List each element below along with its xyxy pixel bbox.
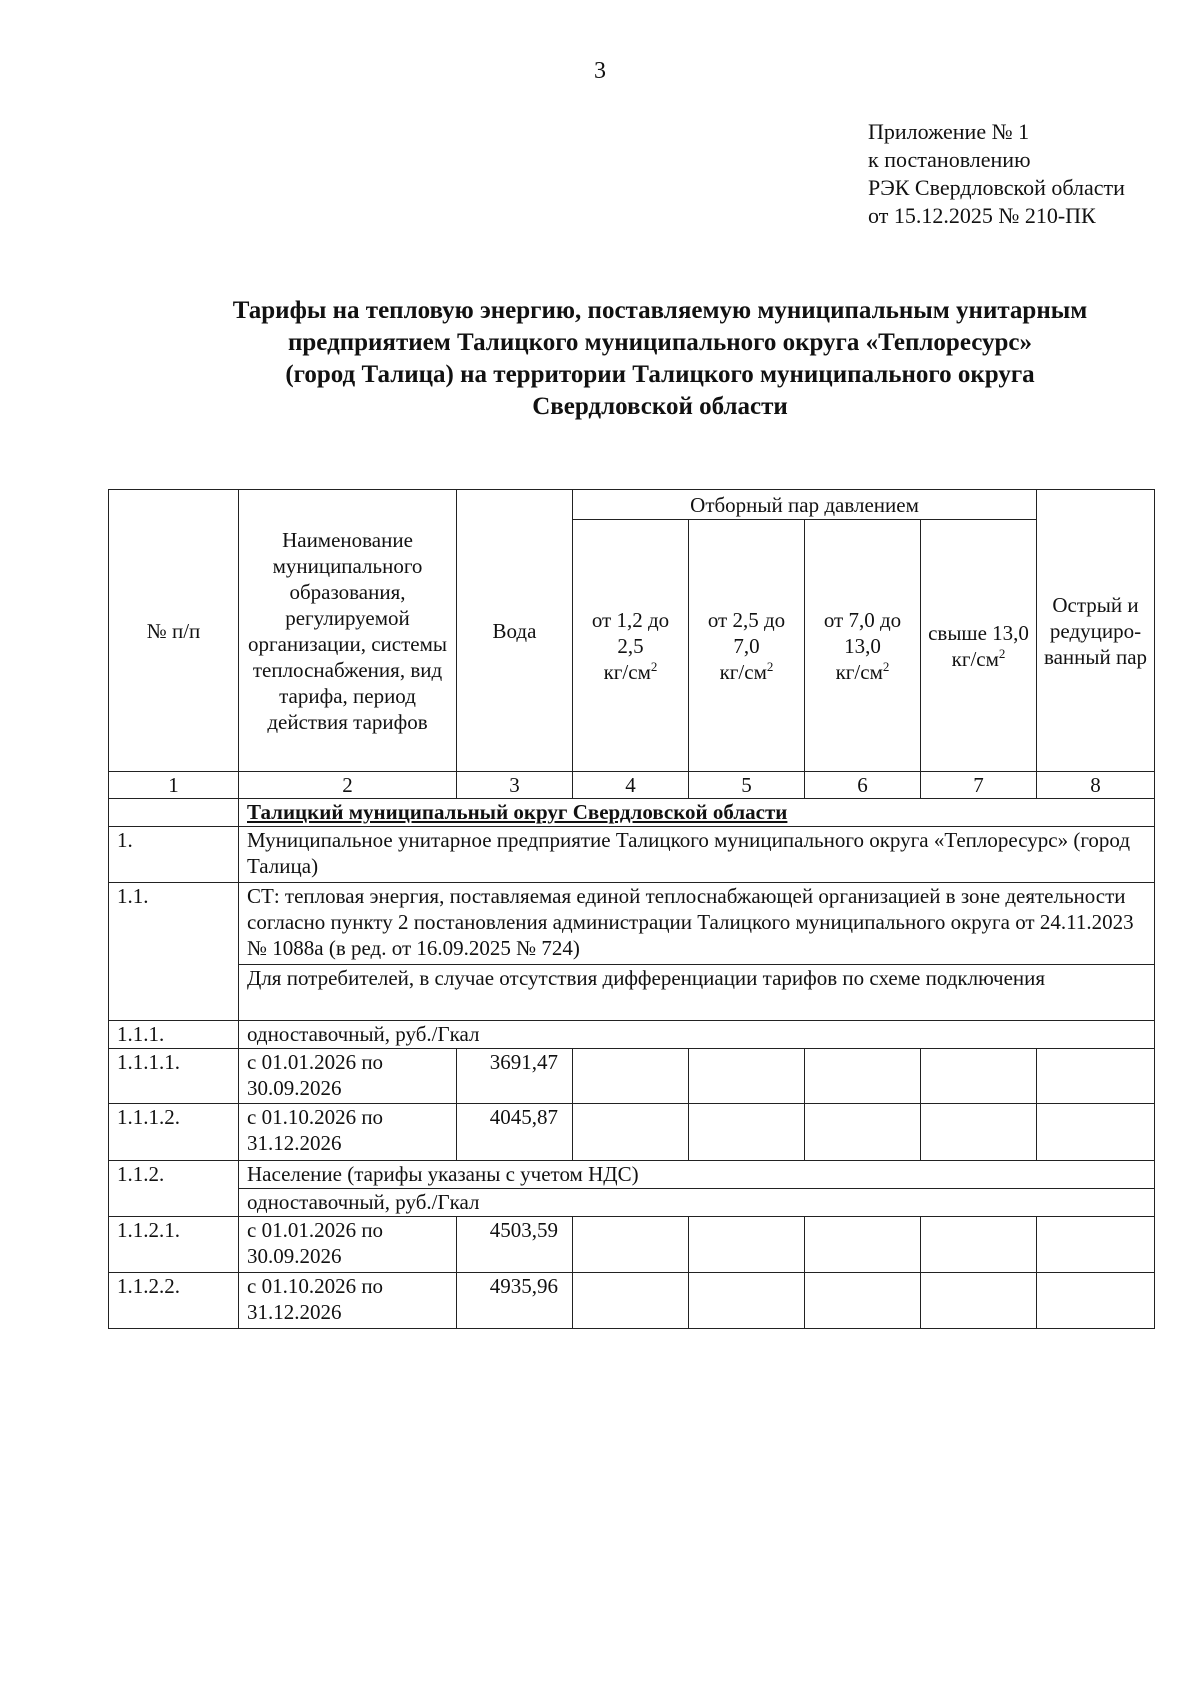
header-pressure-3	[805, 520, 921, 772]
column-number: 8	[1037, 772, 1155, 799]
title-line: (город Талица) на территории Талицкого муниципального округа	[285, 361, 1035, 388]
column-number: 1	[109, 772, 239, 799]
water-tariff: 3691,47	[457, 1049, 573, 1104]
appendix-line: Приложение № 1	[868, 119, 1030, 144]
table-row	[109, 965, 1155, 1021]
empty-cell	[805, 1104, 921, 1161]
empty-cell	[689, 1049, 805, 1104]
consumer-category: Население (тарифы указаны с учетом НДС)	[239, 1161, 1155, 1189]
empty-cell	[689, 1273, 805, 1329]
header-pressure-1	[573, 520, 689, 772]
page-number: 3	[594, 58, 606, 84]
table-row	[109, 1021, 1155, 1049]
empty-cell	[573, 1273, 689, 1329]
column-number: 6	[805, 772, 921, 799]
pressure-unit: кг/см	[835, 659, 883, 684]
empty-cell	[921, 1217, 1037, 1273]
header-name: Наименование муниципального образования, регулируемой организации, системы теплоснабжения, вид тарифа, период действия тарифов	[239, 490, 457, 772]
empty-cell	[573, 1104, 689, 1161]
header-sharp-steam: Острый и редуциро-ванный пар	[1037, 490, 1155, 772]
tariff-type: одноставочный, руб./Гкал	[239, 1189, 1155, 1217]
empty-cell	[109, 799, 239, 827]
row-number: 1.1.1.	[109, 1021, 239, 1049]
pressure-range: от 7,0 до 13,0	[823, 607, 902, 658]
document-title	[140, 295, 1180, 423]
empty-cell	[573, 1217, 689, 1273]
header-water: Вода	[457, 490, 573, 772]
table-row	[109, 1273, 1155, 1329]
title-line: предприятием Талицкого муниципального округа «Теплоресурс»	[288, 329, 1032, 356]
table-row	[109, 1049, 1155, 1104]
tariff-table	[108, 489, 1155, 1329]
title-line: Тарифы на тепловую энергию, поставляемую муниципальным унитарным	[232, 297, 1088, 324]
empty-cell	[689, 1217, 805, 1273]
empty-cell	[921, 1049, 1037, 1104]
heat-system-description: СТ: тепловая энергия, поставляемая единой теплоснабжающей организацией в зоне деятельности согласно пункту 2 постановления администрации Талицкого муниципального округа от 24.11.2023 № 1088а (в ред. от 16.09.2025 № 724)	[239, 883, 1155, 965]
pressure-unit: кг/см	[951, 646, 999, 671]
empty-cell	[1037, 1273, 1155, 1329]
unit-exponent: 2	[766, 658, 774, 674]
table-row	[109, 1217, 1155, 1273]
header-row	[109, 490, 1155, 520]
empty-cell	[805, 1049, 921, 1104]
table-row	[109, 1104, 1155, 1161]
empty-cell	[921, 1273, 1037, 1329]
table-row	[109, 1189, 1155, 1217]
tariff-period: с 01.01.2026 по 30.09.2026	[239, 1217, 457, 1273]
empty-cell	[573, 1049, 689, 1104]
pressure-unit: кг/см	[719, 659, 767, 684]
header-steam-group: Отборный пар давлением	[573, 490, 1037, 520]
region-name: Талицкий муниципальный округ Свердловской области	[239, 799, 1155, 827]
title-line: Свердловской области	[532, 393, 788, 420]
unit-exponent: 2	[998, 645, 1006, 661]
row-number: 1.1.1.2.	[109, 1104, 239, 1161]
tariff-period: с 01.10.2026 по 31.12.2026	[239, 1104, 457, 1161]
pressure-unit: кг/см	[603, 659, 651, 684]
unit-exponent: 2	[650, 658, 658, 674]
header-number: № п/п	[109, 490, 239, 772]
table-row	[109, 1161, 1155, 1189]
tariff-type: одноставочный, руб./Гкал	[239, 1021, 1155, 1049]
table-row	[109, 883, 1155, 965]
water-tariff: 4935,96	[457, 1273, 573, 1329]
header-pressure-4	[921, 520, 1037, 772]
column-number: 3	[457, 772, 573, 799]
empty-cell	[805, 1217, 921, 1273]
column-number-row	[109, 772, 1155, 799]
empty-cell	[1037, 1217, 1155, 1273]
organization-name: Муниципальное унитарное предприятие Талицкого муниципального округа «Теплоресурс» (город Талица)	[239, 827, 1155, 883]
table-row	[109, 827, 1155, 883]
pressure-range: от 2,5 до 7,0	[707, 607, 786, 658]
row-number: 1.1.1.1.	[109, 1049, 239, 1104]
consumer-category: Для потребителей, в случае отсутствия дифференциации тарифов по схеме подключения	[239, 965, 1155, 1021]
column-number: 2	[239, 772, 457, 799]
appendix-line: от 15.12.2025 № 210-ПК	[868, 203, 1096, 228]
appendix-line: к постановлению	[868, 147, 1031, 172]
empty-cell	[1037, 1049, 1155, 1104]
header-pressure-2	[689, 520, 805, 772]
empty-cell	[1037, 1104, 1155, 1161]
tariff-period: с 01.10.2026 по 31.12.2026	[239, 1273, 457, 1329]
water-tariff: 4503,59	[457, 1217, 573, 1273]
pressure-range: свыше 13,0	[928, 620, 1029, 645]
row-number: 1.1.2.	[109, 1161, 239, 1217]
column-number: 5	[689, 772, 805, 799]
row-number: 1.	[109, 827, 239, 883]
region-row	[109, 799, 1155, 827]
row-number: 1.1.2.1.	[109, 1217, 239, 1273]
column-number: 7	[921, 772, 1037, 799]
water-tariff: 4045,87	[457, 1104, 573, 1161]
appendix-line: РЭК Свердловской области	[868, 175, 1125, 200]
tariff-period: с 01.01.2026 по 30.09.2026	[239, 1049, 457, 1104]
row-number: 1.1.2.2.	[109, 1273, 239, 1329]
empty-cell	[689, 1104, 805, 1161]
unit-exponent: 2	[882, 658, 890, 674]
empty-cell	[921, 1104, 1037, 1161]
empty-cell	[805, 1273, 921, 1329]
appendix-reference	[868, 118, 1125, 230]
column-number: 4	[573, 772, 689, 799]
pressure-range: от 1,2 до 2,5	[591, 607, 670, 658]
row-number: 1.1.	[109, 883, 239, 1021]
